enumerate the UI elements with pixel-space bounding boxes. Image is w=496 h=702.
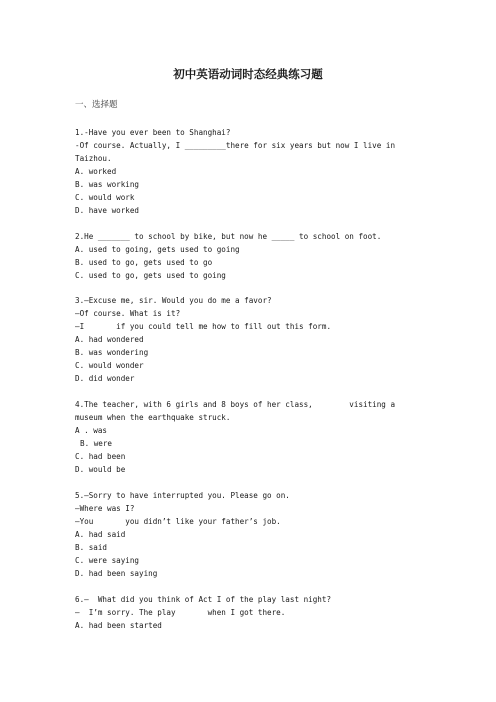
question-text: 3.—Excuse me, sir. Would you do me a favor? — [75, 296, 272, 305]
option-d: D. would be — [75, 465, 126, 474]
option-d: D. had been saying — [75, 569, 158, 578]
option-d: D. did wonder — [75, 374, 135, 383]
question-text: —Of course. What is it? — [75, 309, 181, 318]
question-5 — [75, 489, 425, 580]
option-c: C. would wonder — [75, 361, 144, 370]
option-b: B. was working — [75, 180, 140, 189]
option-b: B. were — [80, 439, 113, 448]
question-text: museum when the earthquake struck. — [75, 413, 231, 422]
option-b: B. used to go, gets used to go — [75, 258, 213, 267]
question-4 — [75, 398, 425, 476]
option-b: B. was wondering — [75, 348, 149, 357]
question-text: —You you didn’t like your father’s job. — [75, 517, 281, 526]
option-a: A. had been started — [75, 621, 162, 630]
question-3 — [75, 294, 425, 385]
option-a: A. had said — [75, 530, 126, 539]
question-text: 4.The teacher, with 6 girls and 8 boys of her class, visiting a — [75, 400, 396, 409]
option-b: B. said — [75, 543, 108, 552]
option-a: A. had wondered — [75, 335, 144, 344]
question-text: —Where was I? — [75, 504, 135, 513]
question-text: Taizhou. — [75, 154, 112, 163]
question-1 — [75, 126, 425, 217]
section-heading: 一、选择题 — [75, 100, 118, 110]
question-text: 5.—Sorry to have interrupted you. Please go on. — [75, 491, 290, 500]
option-a: A. worked — [75, 167, 117, 176]
document-title: 初中英语动词时态经典练习题 — [173, 67, 323, 81]
option-c: C. used to go, gets used to going — [75, 271, 226, 280]
option-c: C. would work — [75, 193, 135, 202]
option-c: C. were saying — [75, 556, 140, 565]
option-d: D. have worked — [75, 206, 140, 215]
question-text: 2.He _______ to school by bike, but now he _____ to school on foot. — [75, 232, 382, 241]
question-text: 6.— What did you think of Act I of the play last night? — [75, 595, 332, 604]
question-6 — [75, 593, 425, 632]
question-text: — I’m sorry. The play when I got there. — [75, 608, 286, 617]
question-text: -Of course. Actually, I _________there for six years but now I live in — [75, 141, 396, 150]
option-a: A . was — [75, 426, 108, 435]
question-2 — [75, 230, 425, 282]
option-a: A. used to going, gets used to going — [75, 245, 240, 254]
question-text: 1.-Have you ever been to Shanghai? — [75, 128, 231, 137]
option-c: C. had been — [75, 452, 126, 461]
question-text: —I if you could tell me how to fill out this form. — [75, 322, 332, 331]
